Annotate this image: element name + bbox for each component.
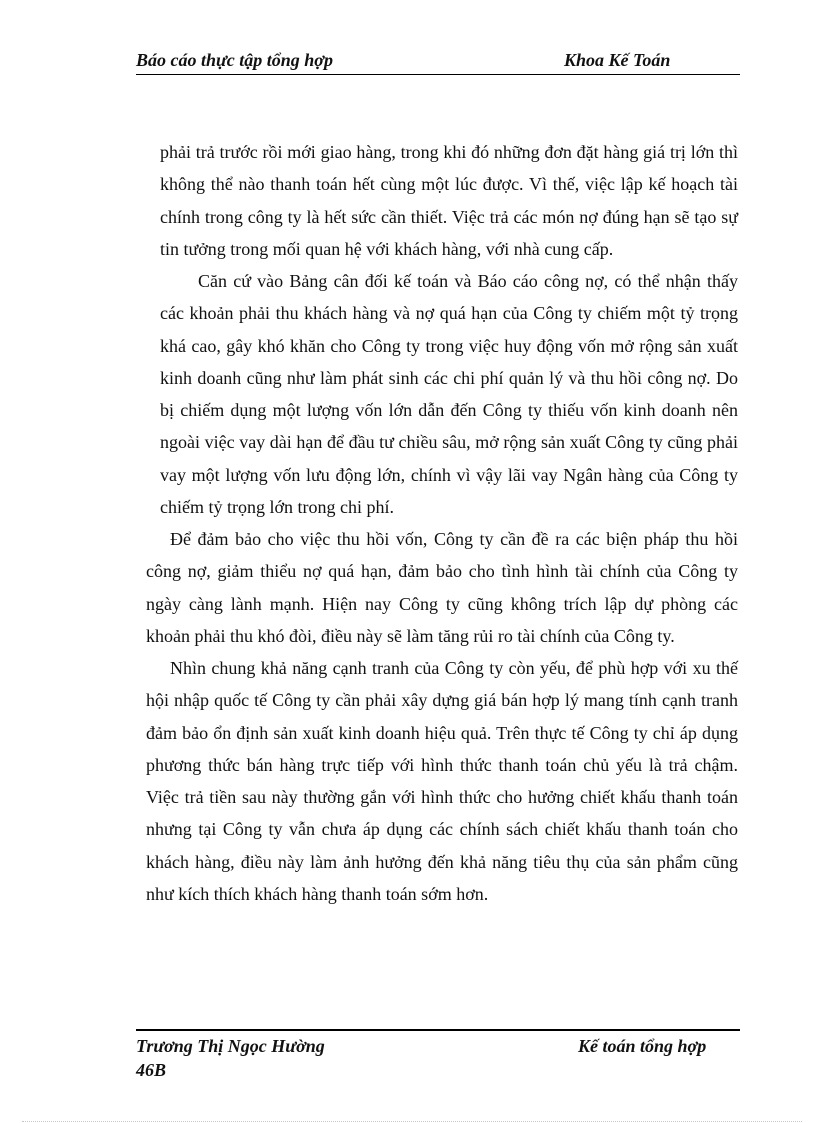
page-footer: [136, 1029, 740, 1080]
footer-author: [136, 1034, 325, 1082]
paragraph-2: Căn cứ vào Bảng cân đối kế toán và Báo cáo công nợ, có thể nhận thấy các khoản phải thu khách hàng và nợ quá hạn của Công ty chiếm một tỷ trọng khá cao, gây khó khăn cho Công ty trong việc huy động vốn mở rộng sản xuất kinh doanh cũng như làm phát sinh các chi phí quản lý và thu hồi công nợ. Do bị chiếm dụng một lượng vốn lớn dẫn đến Công ty thiếu vốn kinh doanh nên ngoài việc vay dài hạn để đầu tư chiều sâu, mở rộng sản xuất Công ty cũng phải vay một lượng vốn lưu động lớn, chính vì vậy lãi vay Ngân hàng của Công ty chiếm tỷ trọng lớn trong chi phí.: [160, 271, 738, 517]
paragraph-4: Nhìn chung khả năng cạnh tranh của Công ty còn yếu, để phù hợp với xu thế hội nhập quốc tế Công ty cần phải xây dựng giá bán hợp lý mang tính cạnh tranh đảm bảo ổn định sản xuất kinh doanh hiệu quả. Trên thực tế Công ty chỉ áp dụng phương thức bán hàng trực tiếp với hình thức thanh toán chủ yếu là trả chậm. Việc trả tiền sau này thường gắn với hình thức cho hưởng chiết khấu thanh toán nhưng tại Công ty vẫn chưa áp dụng các chính sách chiết khấu thanh toán cho khách hàng, điều này làm ảnh hưởng đến khả năng tiêu thụ của sản phẩm cũng như kích thích khách hàng thanh toán sớm hơn.: [146, 658, 738, 904]
paragraph-1: phải trả trước rồi mới giao hàng, trong khi đó những đơn đặt hàng giá trị lớn thì không thể nào thanh toán hết cùng một lúc được. Vì thế, việc lập kế hoạch tài chính trong công ty là hết sức cần thiết. Việc trả các món nợ đúng hạn sẽ tạo sự tin tưởng trong mối quan hệ với khách hàng, với nhà cung cấp.: [160, 142, 738, 259]
page-header: [136, 46, 740, 75]
footer-specialty: Kế toán tổng hợp: [578, 1036, 707, 1056]
footer-author-class: 46B: [136, 1060, 167, 1080]
body-text: [146, 136, 738, 910]
footer-author-name: Trương Thị Ngọc Hường: [136, 1036, 325, 1056]
paragraph-3: Để đảm bảo cho việc thu hồi vốn, Công ty cần đề ra các biện pháp thu hồi công nợ, giảm thiểu nợ quá hạn, đảm bảo cho tình hình tài chính của Công ty ngày càng lành mạnh. Hiện nay Công ty cũng không trích lập dự phòng các khoản phải thu khó đòi, điều này sẽ làm tăng rủi ro tài chính của Công ty.: [146, 529, 738, 646]
header-faculty: Khoa Kế Toán: [564, 50, 671, 70]
header-report-title: Báo cáo thực tập tổng hợp: [136, 50, 333, 70]
page-bottom-dotted-line: [22, 1121, 802, 1122]
